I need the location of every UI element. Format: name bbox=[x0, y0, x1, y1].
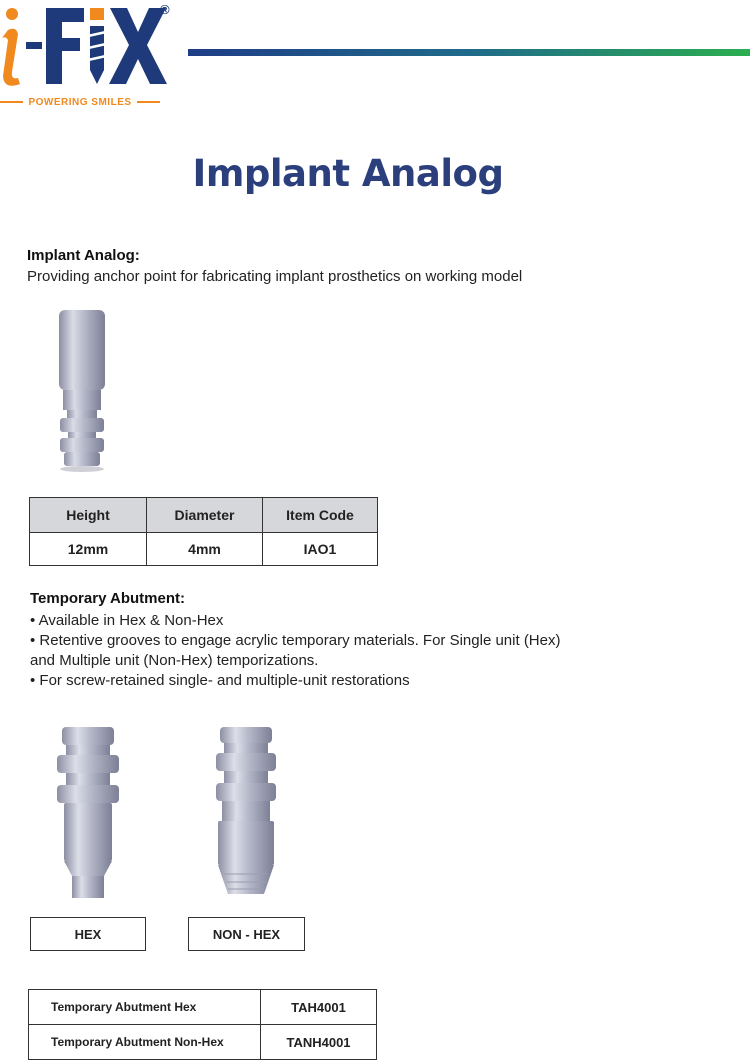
header-gradient-bar bbox=[188, 49, 750, 56]
feature-item: and Multiple unit (Non-Hex) temporizations. bbox=[30, 652, 319, 669]
spec-table-header-row bbox=[30, 498, 378, 533]
implant-analog-image bbox=[50, 306, 114, 472]
column-header-diameter: Diameter bbox=[147, 498, 263, 533]
implant-analog-heading: Implant Analog: bbox=[27, 247, 140, 264]
product-code: TAH4001 bbox=[261, 990, 377, 1025]
non-hex-label: NON - HEX bbox=[188, 917, 305, 951]
brand-logo bbox=[0, 0, 180, 112]
tagline-rule-left bbox=[0, 101, 23, 103]
column-header-item-code: Item Code bbox=[263, 498, 378, 533]
feature-item: • For screw-retained single- and multiple-unit restorations bbox=[30, 672, 410, 689]
temporary-abutment-heading: Temporary Abutment: bbox=[30, 590, 186, 607]
temporary-abutment-code-table bbox=[28, 989, 377, 1060]
feature-item: • Retentive grooves to engage acrylic temporary materials. For Single unit (Hex) bbox=[30, 632, 561, 649]
cell-height: 12mm bbox=[30, 533, 147, 566]
implant-analog-spec-table bbox=[29, 497, 378, 566]
registered-mark: ® bbox=[160, 2, 170, 17]
tagline-rule-right bbox=[137, 101, 160, 103]
hex-abutment-image bbox=[54, 724, 122, 902]
column-header-height: Height bbox=[30, 498, 147, 533]
cell-diameter: 4mm bbox=[147, 533, 263, 566]
logo-tagline: POWERING SMILES bbox=[28, 96, 132, 108]
non-hex-abutment-image bbox=[212, 724, 280, 902]
product-name: Temporary Abutment Non-Hex bbox=[29, 1025, 261, 1060]
feature-item: • Available in Hex & Non-Hex bbox=[30, 612, 224, 629]
temporary-abutment-features bbox=[30, 611, 590, 691]
implant-analog-description: Providing anchor point for fabricating implant prosthetics on working model bbox=[27, 268, 523, 285]
table-row bbox=[30, 533, 378, 566]
page-title: Implant Analog bbox=[192, 152, 504, 195]
table-row bbox=[29, 990, 377, 1025]
product-name: Temporary Abutment Hex bbox=[29, 990, 261, 1025]
ifix-logo-mark bbox=[0, 0, 170, 90]
table-row bbox=[29, 1025, 377, 1060]
logo-tagline-row bbox=[0, 94, 160, 110]
hex-label: HEX bbox=[30, 917, 146, 951]
product-code: TANH4001 bbox=[261, 1025, 377, 1060]
cell-item-code: IAO1 bbox=[263, 533, 378, 566]
